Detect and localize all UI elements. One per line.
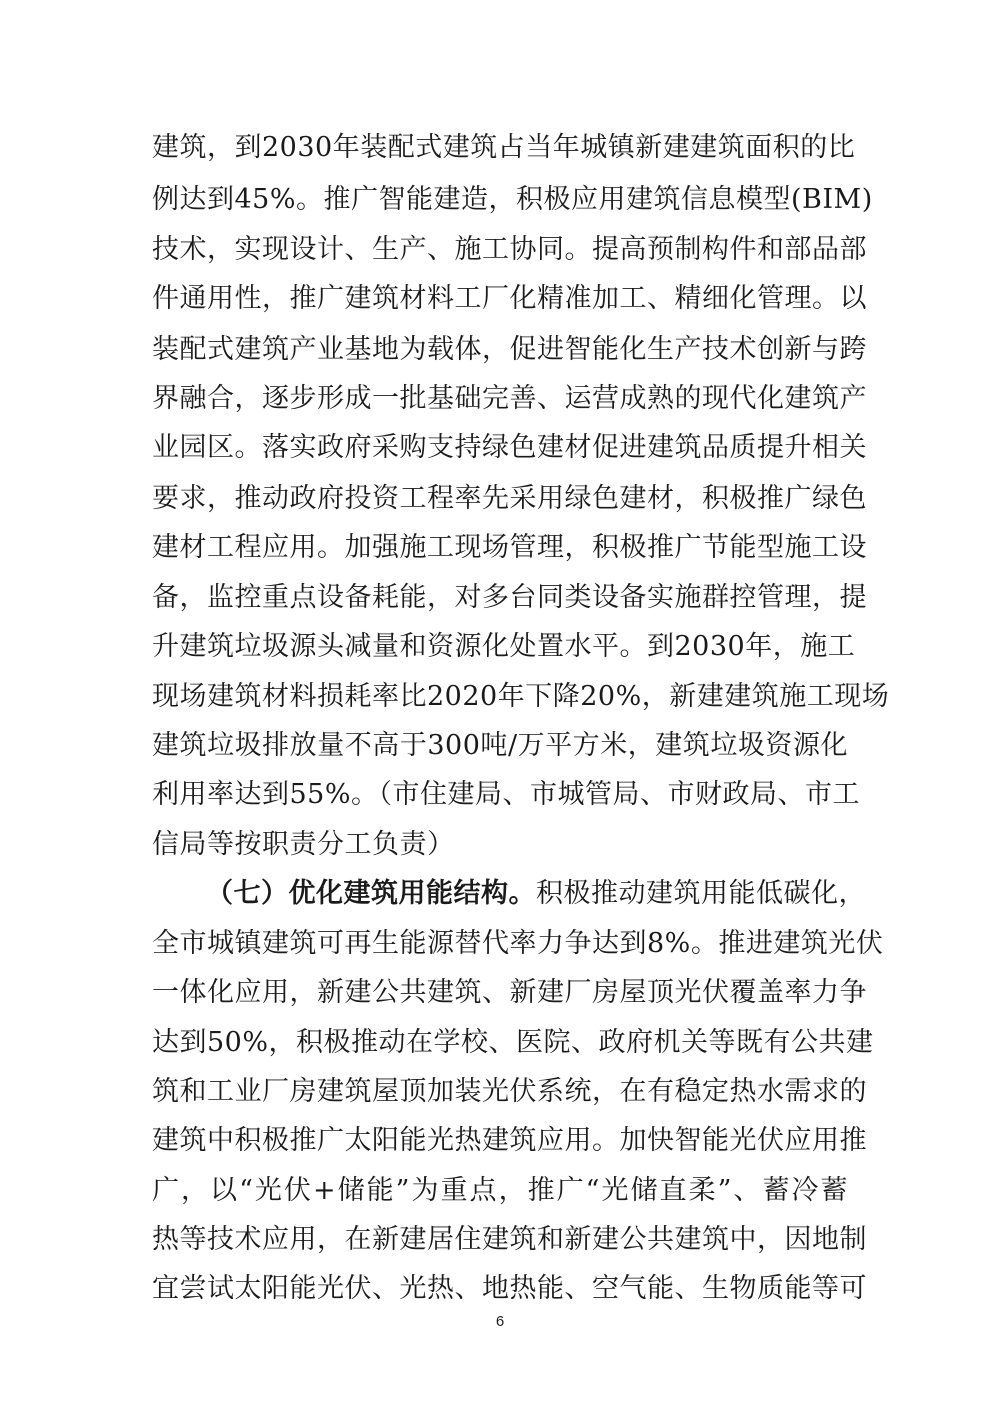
body-text-line: 建材工程应用。加强施工现场管理，积极推广节能型施工设 [152, 532, 867, 563]
section-heading: （七）优化建筑用能结构。 [206, 878, 536, 909]
body-text-line: 筑和工业厂房建筑屋顶加装光伏系统，在有稳定热水需求的 [152, 1076, 867, 1107]
section-heading-continuation: 积极推动建筑用能低碳化， [536, 878, 866, 909]
body-text-line: 升建筑垃圾源头减量和资源化处置水平。到2030年，施工 [152, 631, 856, 662]
body-text-line: 要求，推动政府投资工程率先采用绿色建材，积极推广绿色 [152, 483, 867, 514]
body-text-line: 现场建筑材料损耗率比2020年下降20%，新建建筑施工现场 [152, 681, 890, 712]
body-text-line: 一体化应用，新建公共建筑、新建厂房屋顶光伏覆盖率力争 [152, 977, 867, 1008]
body-text-line: 业园区。落实政府采购支持绿色建材促进建筑品质提升相关 [152, 432, 867, 463]
body-text-line: 件通用性，推广建筑材料工厂化精准加工、精细化管理。以 [152, 283, 867, 314]
body-text-line: 备，监控重点设备耗能，对多台同类设备实施群控管理，提 [152, 582, 867, 613]
body-text-line: 装配式建筑产业基地为载体，促进智能化生产技术创新与跨 [152, 334, 867, 365]
body-text-line: 建筑中积极推广太阳能光热建筑应用。加快智能光伏应用推 [152, 1125, 867, 1156]
body-text-line: 广，以“光伏+储能”为重点，推广“光储直柔”、蓄冷蓄 [152, 1175, 848, 1206]
body-text-line: 信局等按职责分工负责） [152, 829, 455, 860]
body-text-line: 利用率达到55%。（市住建局、市城管局、市财政局、市工 [152, 779, 861, 810]
section-heading-line [206, 874, 866, 914]
body-text-line: 达到50%，积极推动在学校、医院、政府机关等既有公共建 [152, 1027, 874, 1058]
body-text-line: 全市城镇建筑可再生能源替代率力争达到8%。推进建筑光伏 [152, 928, 884, 959]
body-text-line: 建筑垃圾排放量不高于300吨/万平方米，建筑垃圾资源化 [152, 730, 848, 761]
body-text-line: 宜尝试太阳能光伏、光热、地热能、空气能、生物质能等可 [152, 1273, 867, 1304]
body-text-line: 例达到45%。推广智能建造，积极应用建筑信息模型(BIM) [152, 184, 873, 215]
page-number: 6 [495, 1313, 505, 1330]
body-text-line: 建筑，到2030年装配式建筑占当年城镇新建建筑面积的比 [152, 132, 856, 163]
body-text-line: 热等技术应用，在新建居住建筑和新建公共建筑中，因地制 [152, 1224, 867, 1255]
body-text-line: 界融合，逐步形成一批基础完善、运营成熟的现代化建筑产 [152, 383, 867, 414]
body-text-line: 技术，实现设计、生产、施工协同。提高预制构件和部品部 [152, 234, 867, 265]
